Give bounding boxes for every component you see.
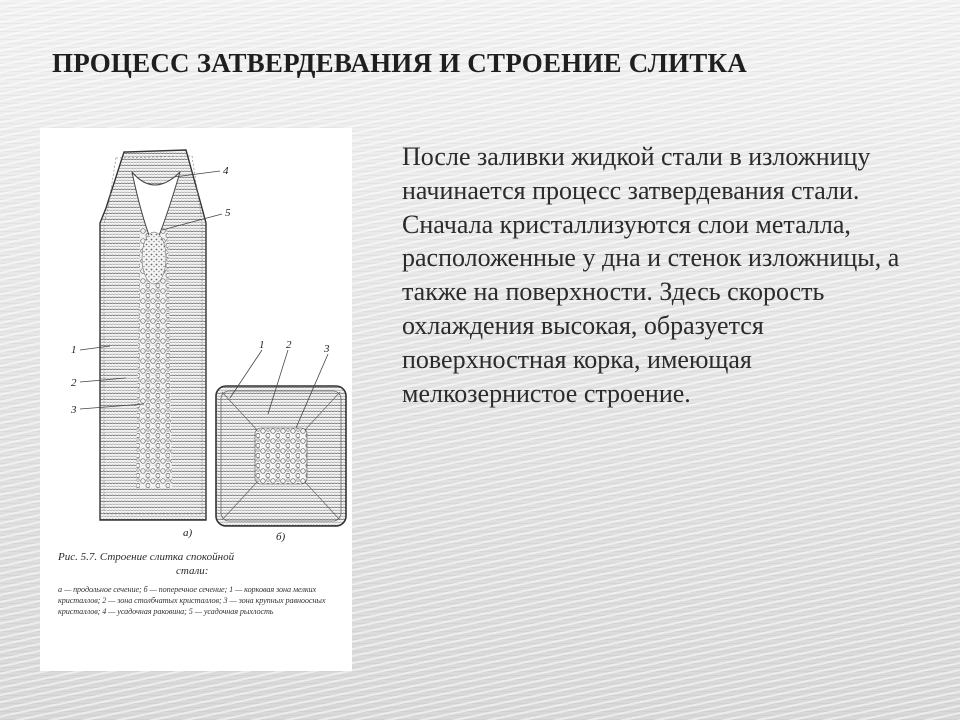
ingot-label-5: 5 bbox=[225, 207, 231, 219]
panel-b-label: б) bbox=[276, 531, 286, 543]
body-text bbox=[402, 140, 922, 410]
cross-label-3: 3 bbox=[324, 343, 330, 355]
cross-section bbox=[216, 386, 346, 526]
ingot-label-4: 4 bbox=[223, 165, 229, 177]
ingot-label-3: 3 bbox=[71, 404, 77, 416]
paragraph-1: После заливки жидкой стали в изложницу начинается процесс затвердевания стали. bbox=[402, 142, 871, 205]
ingot-figure bbox=[40, 128, 352, 671]
figure-caption bbox=[58, 550, 344, 617]
paragraph-2: Сначала кристаллизуются слои металла, расположенные у дна и стенок изложницы, а также на поверхности. Здесь скорость охлаждения высокая, образуется поверхностная корка, имеющая мелкозернистое строение. bbox=[402, 209, 900, 408]
caption-legend: а — продольное сечение; б — поперечное сечение; 1 — корковая зона мелких кристаллов; 2 — зона столбчатых кристаллов; 3 — зона крупных равноосных кристаллов; 4 — усадочная раковина; 5 — усадочная рыхлость bbox=[58, 585, 326, 616]
ingot-label-2: 2 bbox=[71, 377, 77, 389]
panel-a-label: а) bbox=[183, 527, 193, 539]
ingot-label-1: 1 bbox=[71, 344, 77, 356]
slide-title: ПРОЦЕСС ЗАТВЕРДЕВАНИЯ И СТРОЕНИЕ СЛИТКА bbox=[52, 48, 747, 78]
caption-line-1: Рис. 5.7. Строение слитка спокойной bbox=[58, 551, 235, 563]
caption-line-2: стали: bbox=[176, 565, 209, 577]
cross-label-2: 2 bbox=[286, 339, 292, 351]
cross-label-1: 1 bbox=[259, 339, 265, 351]
longitudinal-section bbox=[100, 150, 206, 520]
